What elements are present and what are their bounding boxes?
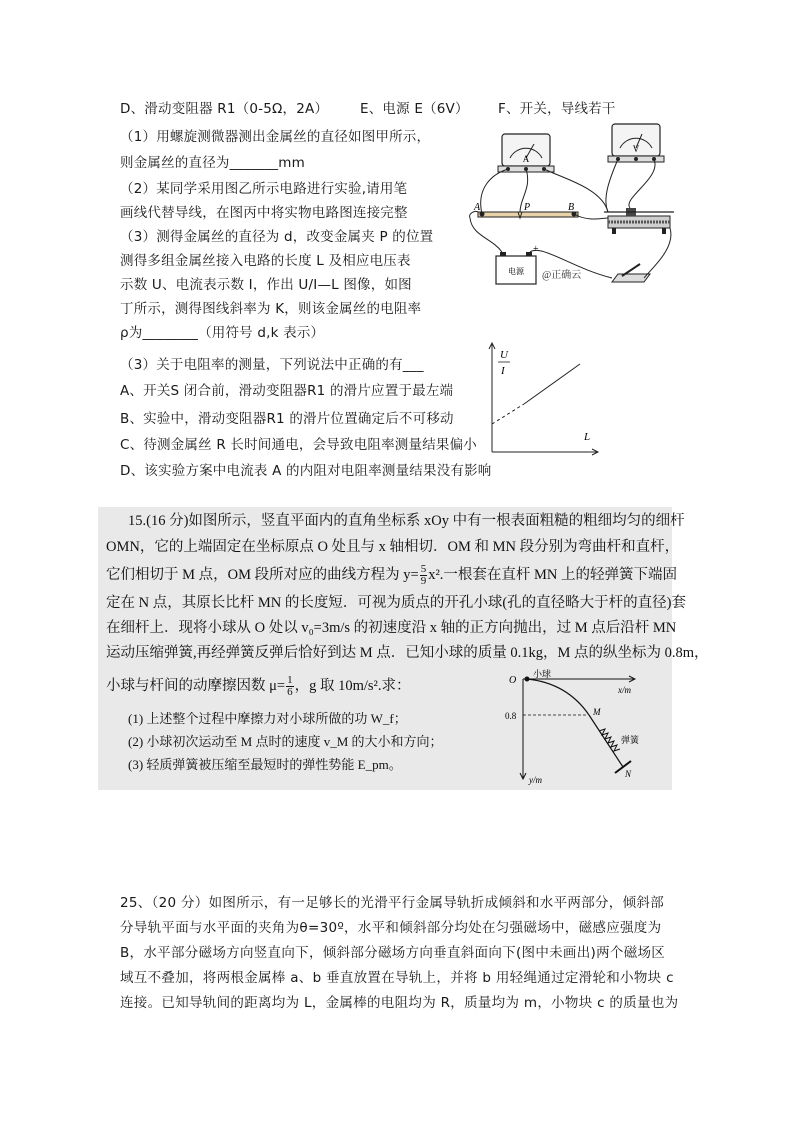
q15-sub-1: (1) 上述整个过程中摩擦力对小球所做的功 W_f； xyxy=(128,711,407,726)
q15-line-7-post: ，g 取 10m/s².求： xyxy=(294,677,411,694)
question-2-a: （2）某同学采用图乙所示电路进行实验,请用笔 xyxy=(120,181,408,197)
mu-fraction-num: 1 xyxy=(287,674,293,686)
ball-label: 小球 xyxy=(533,669,552,679)
q15-line-2: OMN，它的上端固定在坐标原点 O 处且与 x 轴相切．OM 和 MN 段分别为弯曲杆和直杆， xyxy=(106,539,680,555)
y-label-denominator: I xyxy=(501,365,505,377)
option-d: D、该实验方案中电流表 A 的内阻对电阻率测量结果没有影响 xyxy=(120,463,492,479)
q15-figure xyxy=(503,669,653,787)
m-height-label: 0.8 xyxy=(505,711,517,721)
q15-line-6: 运动压缩弹簧,再经弹簧反弹后恰好到达 M 点．已知小球的质量 0.1kg，M 点的纵坐标为 0.8m， xyxy=(106,645,709,661)
q15-line-5: 在细杆上．现将小球从 O 处以 v₀=3m/s 的初速度沿 x 轴的正方向抛出，过 M 点后沿杆 MN xyxy=(106,620,677,636)
ammeter xyxy=(498,134,554,172)
battery-plus: + xyxy=(533,244,539,255)
question-3-d: 丁所示，测得图线斜率为 K，则该金属丝的电阻率 xyxy=(120,301,422,317)
q15-line-1: 15.(16 分)如图所示，竖直平面内的直角坐标系 xOy 中有一根表面粗糙的粗细均匀的细杆 xyxy=(128,513,685,529)
question-3-b: 测得多组金属丝接入电路的长度 L 及相应电压表 xyxy=(120,253,411,269)
question-3-a: （3）测得金属丝的直径为 d，改变金属夹 P 的位置 xyxy=(120,229,434,245)
question-3-c: 示数 U、电流表示数 I，作出 U/I—L 图像，如图 xyxy=(120,277,412,293)
q15-line-3-post: x².一根套在直杆 MN 上的轻弹簧下端固 xyxy=(428,566,678,583)
option-e-source: E、电源 E（6V） xyxy=(360,101,469,117)
graph-extrapolation xyxy=(492,404,524,424)
mu-fraction-den: 6 xyxy=(287,686,293,698)
curve-fraction-den: 9 xyxy=(420,575,427,587)
spring xyxy=(599,729,620,751)
curved-rod xyxy=(527,679,589,715)
question-1-b: 则金属丝的直径为_______mm xyxy=(120,155,305,171)
curve-fraction-num: 5 xyxy=(420,563,427,575)
battery xyxy=(496,244,539,284)
m-label: M xyxy=(593,707,601,717)
q15-line-3 xyxy=(106,564,677,587)
graph-line xyxy=(524,364,580,404)
watermark: @正确云 xyxy=(542,270,582,281)
q25-line-3: B，水平部分磁场方向竖直向下，倾斜部分磁场方向垂直斜面向下(图中未画出)两个磁场区 xyxy=(120,945,666,961)
point-b-label: B xyxy=(568,202,575,213)
q15-sub-2: (2) 小球初次运动至 M 点时的速度 v_M 的大小和方向； xyxy=(128,734,443,749)
option-d-rheostat: D、滑动变阻器 R1（0-5Ω，2A） xyxy=(120,101,329,117)
n-label: N xyxy=(625,769,632,779)
metal-wire xyxy=(473,202,578,218)
question-3-e: ρ为________（用符号 d,k 表示） xyxy=(120,325,325,341)
question-4: （3）关于电阻率的测量，下列说法中正确的有___ xyxy=(120,357,424,373)
q15-line-7-pre: 小球与杆间的动摩擦因数 μ= xyxy=(106,677,286,694)
rheostat xyxy=(604,208,674,234)
q15-sub-3: (3) 轻质弹簧被压缩至最短时的弹性势能 E_pm。 xyxy=(128,757,402,772)
mu-fraction xyxy=(286,675,294,698)
y-label-numerator: U xyxy=(500,349,508,361)
ammeter-label: A xyxy=(522,154,530,164)
curve-fraction xyxy=(420,564,428,587)
q15-line-4: 定在 N 点，其原长比杆 MN 的长度短．可视为质点的开孔小球(孔的直径略大于杆的直径)套 xyxy=(106,595,686,611)
x-label: L xyxy=(584,431,591,443)
battery-label: 电源 xyxy=(508,267,524,276)
switch xyxy=(612,264,650,282)
option-a: A、开关S 闭合前，滑动变阻器R1 的滑片应置于最左端 xyxy=(120,383,454,399)
q25-line-5: 连接。已知导轨间的距离均为 L，金属棒的电阻均为 R，质量均为 m，小物块 c 的质量也为 xyxy=(120,995,679,1011)
spring-label: 弹簧 xyxy=(621,735,640,745)
q15-line-7 xyxy=(106,675,411,698)
question-15-box xyxy=(98,507,709,790)
straight-rod xyxy=(589,715,623,767)
question-2-b: 画线代替导线，在图丙中将实物电路图连接完整 xyxy=(120,205,408,221)
point-a-label: A xyxy=(474,202,481,213)
x-axis-label: x/m xyxy=(618,685,631,695)
q25-line-4: 域互不叠加，将两根金属棒 a、b 垂直放置在导轨上，并将 b 用轻绳通过定滑轮和小物块 c xyxy=(120,970,674,986)
ui-l-graph xyxy=(484,340,604,460)
voltmeter xyxy=(608,124,664,162)
y-axis-label: y/m xyxy=(529,775,542,785)
q15-line-3-pre: 它们相切于 M 点，OM 段所对应的曲线方程为 y= xyxy=(106,566,419,583)
option-c: C、待测金属丝 R 长时间通电，会导致电阻率测量结果偏小 xyxy=(120,437,477,453)
circuit-figure xyxy=(462,118,680,298)
question-1-a: （1）用螺旋测微器测出金属丝的直径如图甲所示， xyxy=(120,129,431,145)
option-f-switch: F、开关，导线若干 xyxy=(498,101,616,117)
point-p-label: P xyxy=(524,202,531,213)
voltmeter-label: V xyxy=(632,144,640,154)
q25-line-2: 分导轨平面与水平面的夹角为θ=30º，水平和倾斜部分均处在匀强磁场中，磁感应强度为 xyxy=(120,920,662,936)
origin-label: O xyxy=(509,675,517,686)
q25-line-1: 25、（20 分）如图所示，有一足够长的光滑平行金属导轨折成倾斜和水平两部分，倾斜部 xyxy=(120,895,664,911)
option-b: B、实验中，滑动变阻器R1 的滑片位置确定后不可移动 xyxy=(120,411,454,427)
